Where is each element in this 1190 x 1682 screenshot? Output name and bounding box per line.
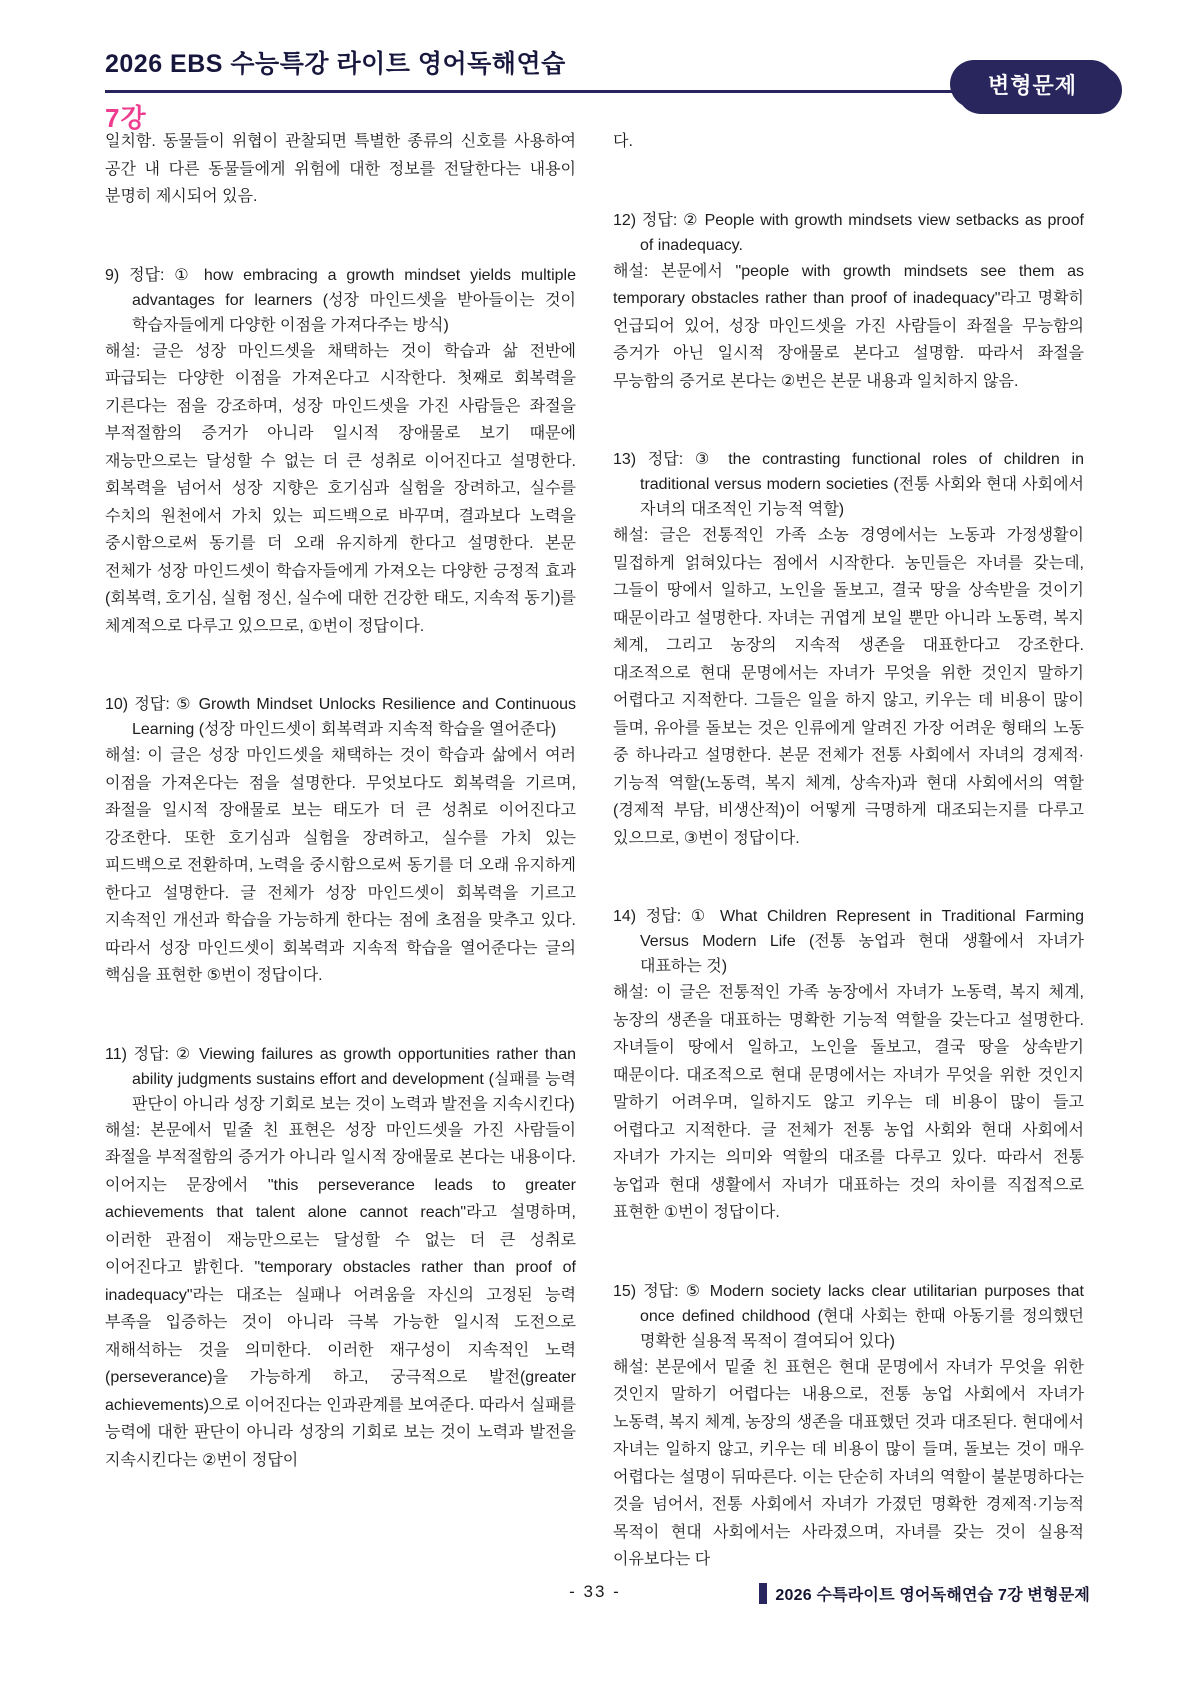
footer-bar-icon: [759, 1583, 767, 1604]
lesson-label: 7강: [105, 103, 147, 133]
question-block-15: [613, 1279, 1084, 1574]
question-block-12: [613, 208, 1084, 396]
answer-line: 9) 정답: ① how embracing a growth mindset yields multiple advantages for learners (성장 마인드셋을 받아들이는 것이 학습자들에게 다양한 이점을 가져다주는 방식): [105, 266, 576, 334]
answer-line: 11) 정답: ② Viewing failures as growth opportunities rather than ability judgments sustains effort and development (실패를 능력 판단이 아니라 성장 기회로 보는 것이 노력과 발전을 지속시킨다): [105, 1045, 576, 1113]
answer-line: 10) 정답: ⑤ Growth Mindset Unlocks Resilience and Continuous Learning (성장 마인드셋이 회복력과 지속적 학습을 열어준다): [105, 696, 576, 738]
question-block-10: [105, 692, 576, 990]
page-number: - 33 -: [569, 1582, 621, 1601]
question-block-9: [105, 263, 576, 641]
left-column: [105, 128, 576, 1574]
continuation-paragraph: 일치함. 동물들이 위협이 관찰되면 특별한 종류의 신호를 사용하여 공간 내 다른 동물들에게 위험에 대한 정보를 전달한다는 내용이 분명히 제시되어 있음.: [105, 133, 576, 205]
two-column-body: [105, 128, 1084, 1574]
answer-line: 12) 정답: ② People with growth mindsets view setbacks as proof of inadequacy.: [613, 211, 1084, 254]
header-divider: [105, 90, 1037, 93]
footer-source: [759, 1582, 1090, 1605]
explanation-text: 해설: 글은 성장 마인드셋을 채택하는 것이 학습과 삶 전반에 파급되는 다양한 이점을 가져온다고 시작한다. 첫째로 회복력을 기른다는 점을 강조하며, 성장 마인드셋을 가진 사람들은 좌절을 부적절함의 증거가 아니라 일시적 장애물로 보기 때문에 재능만으로는 달성할 수 없는 더 큰 성취로 이어진다고 설명한다. 회복력을 넘어서 성장 지향은 호기심과 실험을 장려하고, 실수를 수치의 원천에서 가치 있는 피드백으로 바꾸며, 결과보다 노력을 중시함으로써 동기를 더 오래 유지하게 한다고 설명한다. 본문 전체가 성장 마인드셋이 학습자들에게 가져오는 다양한 긍정적 효과(회복력, 호기심, 실험 정신, 실수에 대한 건강한 태도, 지속적 동기)를 체계적으로 다루고 있으므로, ①번이 정답이다.: [105, 342, 576, 635]
question-block-14: [613, 904, 1084, 1227]
footer-source-text: 2026 수특라이트 영어독해연습 7강 변형문제: [775, 1587, 1090, 1604]
explanation-text: 해설: 이 글은 전통적인 가족 농장에서 자녀가 노동력, 복지 체계, 농장의 생존을 대표하는 명확한 기능적 역할을 갖는다고 설명한다. 자녀들이 땅에서 일하고, 노인을 돌보고, 결국 땅을 상속받기 때문이다. 대조적으로 현대 문명에서는 자녀가 무엇을 위한 것인지 말하기 어려우며, 일하지도 않고 키우는 데 비용이 많이 들고 어렵다고 지적한다. 글 전체가 전통 농업 사회와 현대 사회에서 자녀가 가지는 의미와 역할의 대조를 다루고 있다. 따라서 전통 농업과 현대 생활에서 자녀가 대표하는 것의 차이를 직접적으로 표현한 ①번이 정답이다.: [613, 984, 1084, 1221]
explanation-text: 해설: 본문에서 "people with growth mindsets see them as temporary obstacles rather than proof of inadequacy"라고 명확히 언급되어 있어, 성장 마인드셋을 가진 사람들이 좌절을 무능함의 증거가 아닌 일시적 장애물로 본다고 설명함. 따라서 좌절을 무능함의 증거로 본다는 ②번은 본문 내용과 일치하지 않음.: [613, 262, 1084, 390]
explanation-text: 해설: 본문에서 밑줄 친 표현은 성장 마인드셋을 가진 사람들이 좌절을 부적절함의 증거가 아니라 일시적 장애물로 본다는 내용이다. 이어지는 문장에서 "this perseverance leads to greater achievements that talent alone cannot reach"라고 설명하며, 이러한 관점이 재능만으로는 달성할 수 없는 더 큰 성취로 이어진다고 밝힌다. "temporary obstacles rather than proof of inadequacy"라는 대조는 실패나 어려움을 자신의 고정된 능력 부족을 입증하는 것이 아니라 극복 가능한 일시적 도전으로 재해석하는 것을 의미한다. 이러한 재구성이 지속적인 노력(perseverance)을 가능하게 하고, 궁극적으로 발전(greater achievements)으로 이어진다는 인과관계를 보여준다. 따라서 실패를 능력에 대한 판단이 아니라 성장의 기회로 보는 것이 노력과 발전을 지속시킨다는 ②번이 정답이: [105, 1121, 576, 1469]
answer-line: 15) 정답: ⑤ Modern society lacks clear utilitarian purposes that once defined childhood (현대 사회는 한때 아동기를 정의했던 명확한 실용적 목적이 결여되어 있다): [613, 1282, 1084, 1350]
question-block-11: [105, 1042, 576, 1475]
continuation-paragraph: 다.: [613, 133, 633, 150]
explanation-text: 해설: 본문에서 밑줄 친 표현은 현대 문명에서 자녀가 무엇을 위한 것인지 말하기 어렵다는 내용으로, 전통 농업 사회에서 자녀가 노동력, 복지 체계, 농장의 생존을 대표했던 것과 대조된다. 현대에서 자녀는 일하지 않고, 키우는 데 비용이 많이 들며, 돌보는 것이 매우 어렵다는 설명이 뒤따른다. 이는 단순히 자녀의 역할이 불분명하다는 것을 넘어서, 전통 사회에서 자녀가 가졌던 명확한 경제적·기능적 목적이 현대 사회에서는 사라졌으며, 자녀를 갖는 것이 실용적 이유보다는 다: [613, 1358, 1084, 1568]
page-header: [105, 44, 1120, 136]
explanation-text: 해설: 이 글은 성장 마인드셋을 채택하는 것이 학습과 삶에서 여러 이점을 가져온다는 점을 설명한다. 무엇보다도 회복력을 기르며, 좌절을 일시적 장애물로 보는 태도가 더 큰 성취로 이어진다고 강조한다. 또한 호기심과 실험을 장려하고, 실수를 가치 있는 피드백으로 전환하며, 노력을 중시함으로써 동기를 더 오래 유지하게 한다고 설명한다. 글 전체가 성장 마인드셋이 회복력을 기르고 지속적인 개선과 학습을 가능하게 한다는 점에 초점을 맞추고 있다. 따라서 성장 마인드셋이 회복력과 지속적 학습을 열어준다는 글의 핵심을 표현한 ⑤번이 정답이다.: [105, 747, 576, 984]
explanation-text: 해설: 글은 전통적인 가족 소농 경영에서는 노동과 가정생활이 밀접하게 얽혀있다는 점에서 시작한다. 농민들은 자녀를 갖는데, 그들이 땅에서 일하고, 노인을 돌보고, 결국 땅을 상속받을 것이기 때문이라고 설명한다. 자녀는 귀엽게 보일 뿐만 아니라 노동력, 복지 체계, 그리고 농장의 지속적 생존을 대표한다고 강조한다. 대조적으로 현대 문명에서는 자녀가 무엇을 위한 것인지 말하기 어렵다고 지적한다. 그들은 일을 하지 않고, 키우는 데 비용이 많이 들며, 유아를 돌보는 것은 인류에게 알려진 가장 어려운 형태의 노동 중 하나라고 설명한다. 본문 전체가 전통 사회에서 자녀의 경제적·기능적 역할(노동력, 복지 체계, 상속자)과 현대 사회에서의 역할(경제적 부담, 비생산적)이 어떻게 극명하게 대조되는지를 다루고 있으므로, ③번이 정답이다.: [613, 527, 1084, 847]
right-column: [613, 128, 1084, 1574]
page-footer: [0, 1582, 1190, 1612]
answer-line: 14) 정답: ① What Children Represent in Traditional Farming Versus Modern Life (전통 농업과 현대 생활에서 자녀가 대표하는 것): [613, 908, 1084, 975]
question-block-13: [613, 447, 1084, 852]
answer-line: 13) 정답: ③ the contrasting functional roles of children in traditional versus modern societies (전통 사회와 현대 사회에서 자녀의 대조적인 기능적 역할): [613, 451, 1084, 518]
page-title: 2026 EBS 수능특강 라이트 영어독해연습: [105, 50, 566, 78]
variant-problem-badge: 변형문제: [950, 60, 1115, 108]
